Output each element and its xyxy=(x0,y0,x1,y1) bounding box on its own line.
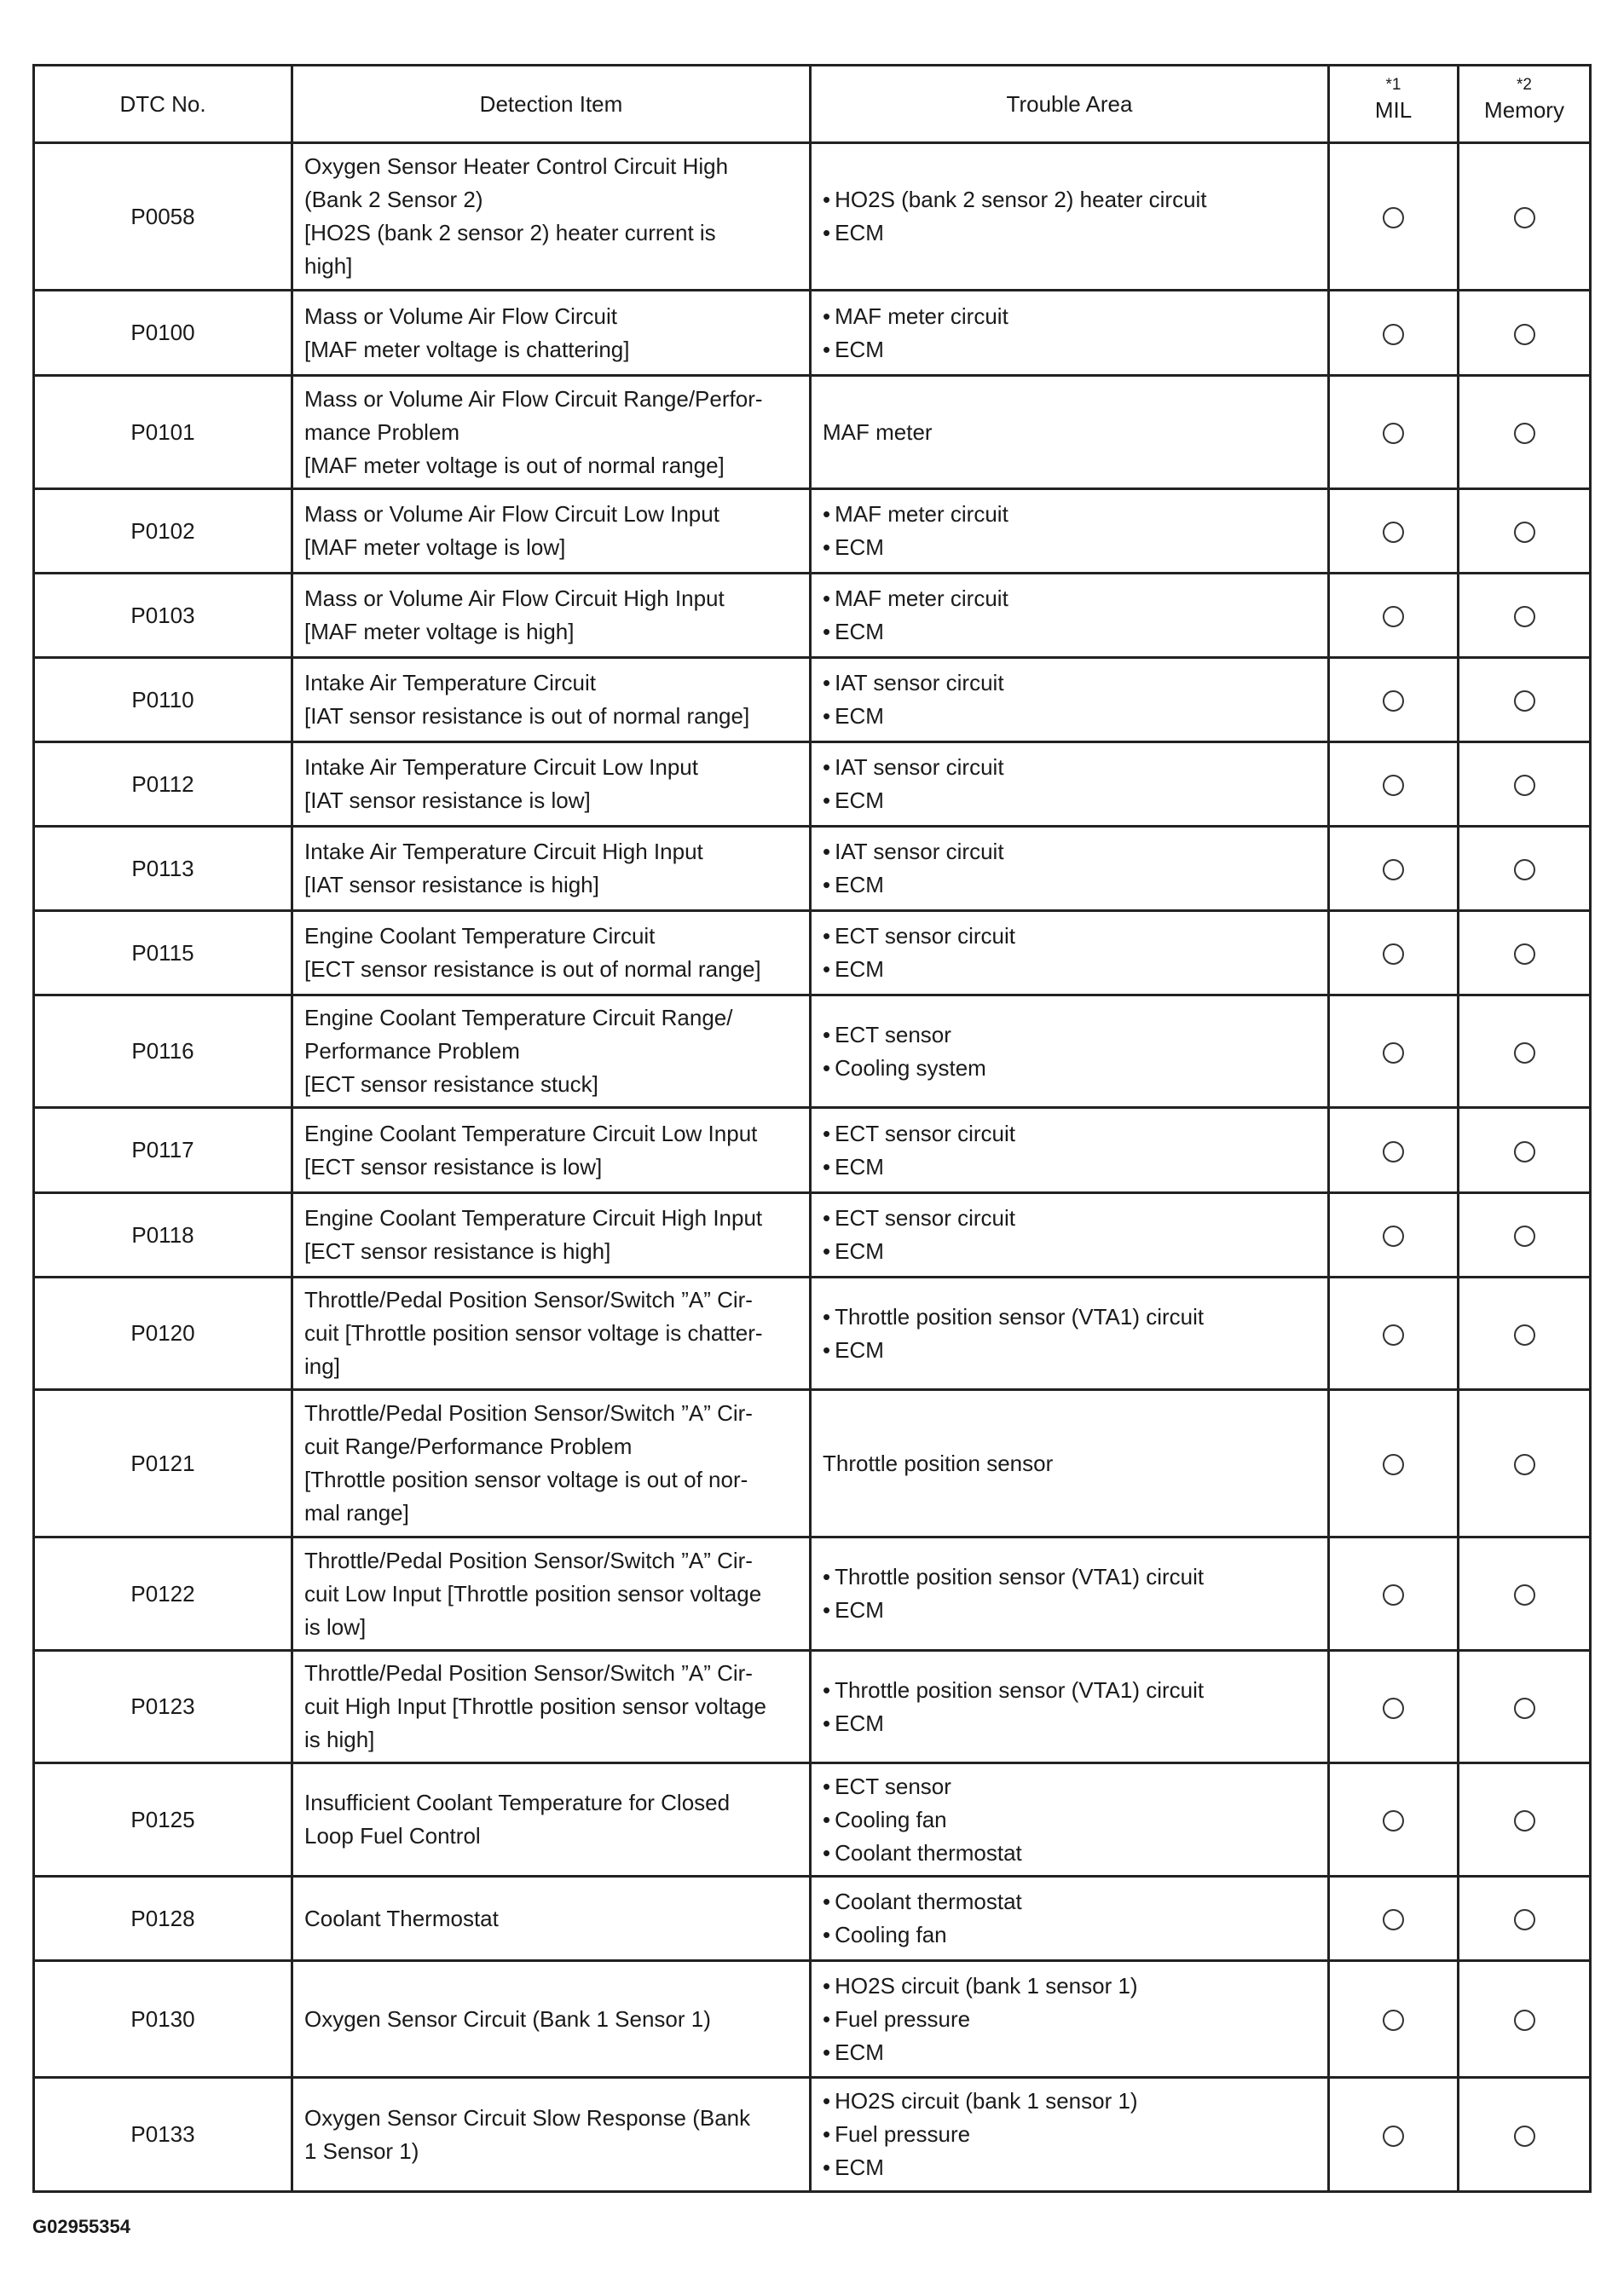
trouble-area-item: • HO2S circuit (bank 1 sensor 1) xyxy=(823,1970,1316,2003)
dtc-code: P0115 xyxy=(34,911,292,995)
trouble-area-item: • Cooling fan xyxy=(823,1918,1316,1952)
memory-circle-icon xyxy=(1514,1698,1535,1719)
detection-line: is low] xyxy=(304,1613,367,1640)
memory-circle-icon xyxy=(1514,1584,1535,1606)
memory-label: Memory xyxy=(1484,97,1564,123)
mil-label: MIL xyxy=(1374,97,1413,123)
detection-line: high] xyxy=(304,253,353,279)
memory-circle-icon xyxy=(1514,690,1535,712)
mil-circle-icon xyxy=(1383,943,1404,965)
mil-cell xyxy=(1329,489,1459,574)
table-row xyxy=(34,1193,1591,1278)
mil-circle-icon xyxy=(1383,1324,1404,1346)
mil-circle-icon xyxy=(1383,1698,1404,1719)
detection-item xyxy=(292,1763,811,1877)
detection-line: mance Problem xyxy=(304,418,460,445)
detection-line: Oxygen Sensor Circuit (Bank 1 Sensor 1) xyxy=(304,2005,711,2032)
mil-cell xyxy=(1329,1961,1459,2078)
memory-cell xyxy=(1459,1193,1591,1278)
table-row xyxy=(34,291,1591,376)
memory-circle-icon xyxy=(1514,1042,1535,1064)
trouble-area xyxy=(811,574,1329,658)
trouble-area-item: • Throttle position sensor (VTA1) circuit xyxy=(823,1560,1316,1594)
table-row xyxy=(34,1278,1591,1390)
detection-line: Mass or Volume Air Flow Circuit Low Input xyxy=(304,501,719,527)
dtc-code: P0100 xyxy=(34,291,292,376)
table-row xyxy=(34,1877,1591,1961)
memory-cell xyxy=(1459,376,1591,489)
dtc-code: P0102 xyxy=(34,489,292,574)
trouble-area-item: • HO2S (bank 2 sensor 2) heater circuit xyxy=(823,183,1316,216)
trouble-area-item: • ECM xyxy=(823,2151,1316,2184)
mil-circle-icon xyxy=(1383,324,1404,345)
detection-item xyxy=(292,376,811,489)
table-row xyxy=(34,1961,1591,2078)
trouble-area-item: • MAF meter circuit xyxy=(823,300,1316,333)
trouble-area xyxy=(811,827,1329,911)
mil-circle-icon xyxy=(1383,2010,1404,2031)
detection-line: Engine Coolant Temperature Circuit Low Input xyxy=(304,1120,758,1146)
trouble-area-item: • Fuel pressure xyxy=(823,2003,1316,2036)
dtc-code: P0122 xyxy=(34,1537,292,1651)
trouble-area-item: MAF meter xyxy=(823,418,933,445)
memory-circle-icon xyxy=(1514,1909,1535,1930)
trouble-area-item: • ECM xyxy=(823,615,1316,649)
dtc-code: P0117 xyxy=(34,1108,292,1193)
mil-cell xyxy=(1329,1763,1459,1877)
memory-circle-icon xyxy=(1514,423,1535,444)
dtc-code: P0130 xyxy=(34,1961,292,2078)
memory-cell xyxy=(1459,827,1591,911)
memory-cell xyxy=(1459,291,1591,376)
dtc-code: P0125 xyxy=(34,1763,292,1877)
detection-item xyxy=(292,291,811,376)
dtc-code: P0116 xyxy=(34,995,292,1108)
trouble-area xyxy=(811,1108,1329,1193)
memory-cell xyxy=(1459,2078,1591,2192)
trouble-area-item: • IAT sensor circuit xyxy=(823,835,1316,868)
memory-cell xyxy=(1459,1537,1591,1651)
memory-cell xyxy=(1459,1763,1591,1877)
mil-footnote-marker: *1 xyxy=(1385,76,1401,94)
trouble-area-item: • ECM xyxy=(823,531,1316,564)
table-row xyxy=(34,574,1591,658)
mil-circle-icon xyxy=(1383,207,1404,228)
mil-cell xyxy=(1329,1877,1459,1961)
mil-cell xyxy=(1329,1651,1459,1763)
trouble-area-item: • ECT sensor xyxy=(823,1018,1316,1052)
detection-line: cuit [Throttle position sensor voltage is chatter- xyxy=(304,1320,763,1346)
detection-item xyxy=(292,911,811,995)
trouble-area-item: • ECM xyxy=(823,953,1316,986)
table-row xyxy=(34,742,1591,827)
detection-line: (Bank 2 Sensor 2) xyxy=(304,187,483,212)
detection-line: Throttle/Pedal Position Sensor/Switch ”A” Cir- xyxy=(304,1660,753,1686)
memory-cell xyxy=(1459,1278,1591,1390)
mil-cell xyxy=(1329,1278,1459,1390)
memory-circle-icon xyxy=(1514,1226,1535,1247)
table-row xyxy=(34,143,1591,291)
table-row xyxy=(34,2078,1591,2192)
mil-circle-icon xyxy=(1383,1584,1404,1606)
memory-cell xyxy=(1459,742,1591,827)
trouble-area-item: • IAT sensor circuit xyxy=(823,666,1316,700)
mil-cell xyxy=(1329,1193,1459,1278)
trouble-area-item: • MAF meter circuit xyxy=(823,498,1316,531)
mil-cell xyxy=(1329,1108,1459,1193)
memory-circle-icon xyxy=(1514,1141,1535,1162)
mil-circle-icon xyxy=(1383,1226,1404,1247)
trouble-area-item: • ECM xyxy=(823,1594,1316,1627)
table-row xyxy=(34,911,1591,995)
trouble-area-item: • ECT sensor circuit xyxy=(823,1202,1316,1235)
detection-line: Engine Coolant Temperature Circuit Range/ xyxy=(304,1005,733,1030)
memory-circle-icon xyxy=(1514,943,1535,965)
detection-line: cuit Range/Performance Problem xyxy=(304,1434,633,1459)
detection-item xyxy=(292,1278,811,1390)
trouble-area-item: • Fuel pressure xyxy=(823,2118,1316,2151)
trouble-area-item: • Cooling system xyxy=(823,1052,1316,1085)
trouble-area xyxy=(811,376,1329,489)
mil-circle-icon xyxy=(1383,859,1404,880)
detection-line: Oxygen Sensor Circuit Slow Response (Bank xyxy=(304,2104,751,2131)
mil-cell xyxy=(1329,911,1459,995)
dtc-code: P0058 xyxy=(34,143,292,291)
detection-line: Mass or Volume Air Flow Circuit High Input xyxy=(304,586,725,611)
detection-line: Engine Coolant Temperature Circuit High Input xyxy=(304,1205,763,1231)
detection-line: Throttle/Pedal Position Sensor/Switch ”A” Cir- xyxy=(304,1547,753,1573)
detection-item xyxy=(292,143,811,291)
dtc-code: P0101 xyxy=(34,376,292,489)
dtc-code: P0123 xyxy=(34,1651,292,1763)
mil-circle-icon xyxy=(1383,1909,1404,1930)
detection-line: 1 Sensor 1) xyxy=(304,2137,419,2164)
detection-line: [ECT sensor resistance is low] xyxy=(304,1153,603,1180)
mil-cell xyxy=(1329,291,1459,376)
detection-line: Performance Problem xyxy=(304,1038,520,1064)
trouble-area xyxy=(811,658,1329,742)
detection-line: Insufficient Coolant Temperature for Closed xyxy=(304,1790,731,1815)
trouble-area-item: • Throttle position sensor (VTA1) circuit xyxy=(823,1674,1316,1707)
dtc-table xyxy=(32,64,1592,2193)
mil-circle-icon xyxy=(1383,775,1404,796)
trouble-area xyxy=(811,911,1329,995)
dtc-code: P0120 xyxy=(34,1278,292,1390)
detection-line: [MAF meter voltage is low] xyxy=(304,534,566,560)
memory-cell xyxy=(1459,574,1591,658)
trouble-area-item: • Coolant thermostat xyxy=(823,1885,1316,1918)
trouble-area xyxy=(811,1651,1329,1763)
header-mil xyxy=(1329,66,1459,143)
detection-line: [IAT sensor resistance is high] xyxy=(304,872,599,897)
table-row xyxy=(34,1651,1591,1763)
detection-line: [IAT sensor resistance is out of normal range] xyxy=(304,703,750,729)
dtc-code: P0113 xyxy=(34,827,292,911)
trouble-area xyxy=(811,291,1329,376)
table-row xyxy=(34,827,1591,911)
memory-cell xyxy=(1459,658,1591,742)
dtc-code: P0133 xyxy=(34,2078,292,2192)
memory-cell xyxy=(1459,995,1591,1108)
detection-item xyxy=(292,1108,811,1193)
header-dtc: DTC No. xyxy=(34,66,292,143)
dtc-code: P0103 xyxy=(34,574,292,658)
mil-circle-icon xyxy=(1383,2126,1404,2147)
detection-line: [HO2S (bank 2 sensor 2) heater current is xyxy=(304,220,716,245)
trouble-area-item: • ECM xyxy=(823,784,1316,817)
trouble-area-item: Throttle position sensor xyxy=(823,1450,1054,1476)
trouble-area xyxy=(811,742,1329,827)
mil-circle-icon xyxy=(1383,1141,1404,1162)
mil-circle-icon xyxy=(1383,1454,1404,1475)
table-row xyxy=(34,995,1591,1108)
dtc-code: P0118 xyxy=(34,1193,292,1278)
trouble-area xyxy=(811,1537,1329,1651)
memory-circle-icon xyxy=(1514,775,1535,796)
mil-cell xyxy=(1329,1537,1459,1651)
trouble-area-item: • ECM xyxy=(823,216,1316,250)
detection-item xyxy=(292,742,811,827)
mil-circle-icon xyxy=(1383,1810,1404,1832)
memory-cell xyxy=(1459,143,1591,291)
detection-item xyxy=(292,658,811,742)
detection-item xyxy=(292,1193,811,1278)
detection-line: Throttle/Pedal Position Sensor/Switch ”A” Cir- xyxy=(304,1287,753,1312)
mil-cell xyxy=(1329,995,1459,1108)
detection-item xyxy=(292,2078,811,2192)
trouble-area-item: • MAF meter circuit xyxy=(823,582,1316,615)
trouble-area-item: • ECM xyxy=(823,1235,1316,1268)
mil-circle-icon xyxy=(1383,690,1404,712)
memory-circle-icon xyxy=(1514,1810,1535,1832)
mil-cell xyxy=(1329,574,1459,658)
memory-cell xyxy=(1459,1390,1591,1537)
detection-line: [ECT sensor resistance is high] xyxy=(304,1238,611,1264)
detection-item xyxy=(292,1390,811,1537)
memory-cell xyxy=(1459,1877,1591,1961)
detection-line: Coolant Thermostat xyxy=(304,1905,499,1931)
detection-line: cuit High Input [Throttle position sensor voltage xyxy=(304,1693,766,1719)
memory-cell xyxy=(1459,1108,1591,1193)
trouble-area-item: • Cooling fan xyxy=(823,1803,1316,1837)
memory-circle-icon xyxy=(1514,606,1535,627)
table-row xyxy=(34,1390,1591,1537)
memory-cell xyxy=(1459,1961,1591,2078)
trouble-area-item: • Coolant thermostat xyxy=(823,1837,1316,1870)
mil-cell xyxy=(1329,742,1459,827)
table-row xyxy=(34,376,1591,489)
image-id: G02955354 xyxy=(32,2216,130,2237)
table-row xyxy=(34,658,1591,742)
detection-line: mal range] xyxy=(304,1500,409,1526)
detection-item xyxy=(292,995,811,1108)
mil-circle-icon xyxy=(1383,1042,1404,1064)
trouble-area xyxy=(811,1278,1329,1390)
detection-line: ing] xyxy=(304,1353,340,1379)
detection-item xyxy=(292,1961,811,2078)
trouble-area-item: • ECM xyxy=(823,700,1316,733)
trouble-area-item: • ECT sensor circuit xyxy=(823,920,1316,953)
memory-footnote-marker: *2 xyxy=(1517,76,1532,94)
detection-item xyxy=(292,489,811,574)
memory-circle-icon xyxy=(1514,1324,1535,1346)
memory-circle-icon xyxy=(1514,324,1535,345)
mil-cell xyxy=(1329,376,1459,489)
detection-line: Throttle/Pedal Position Sensor/Switch ”A” Cir- xyxy=(304,1400,753,1426)
dtc-code: P0110 xyxy=(34,658,292,742)
detection-line: Intake Air Temperature Circuit High Input xyxy=(304,839,703,864)
detection-line: Mass or Volume Air Flow Circuit xyxy=(304,303,617,329)
mil-cell xyxy=(1329,658,1459,742)
memory-cell xyxy=(1459,489,1591,574)
table-row xyxy=(34,1108,1591,1193)
memory-circle-icon xyxy=(1514,522,1535,543)
header-row xyxy=(34,66,1591,143)
trouble-area-item: • HO2S circuit (bank 1 sensor 1) xyxy=(823,2085,1316,2118)
mil-cell xyxy=(1329,143,1459,291)
trouble-area xyxy=(811,143,1329,291)
detection-line: is high] xyxy=(304,1727,375,1752)
mil-cell xyxy=(1329,1390,1459,1537)
memory-cell xyxy=(1459,1651,1591,1763)
detection-item xyxy=(292,1877,811,1961)
trouble-area-item: • ECT sensor circuit xyxy=(823,1117,1316,1151)
detection-line: [Throttle position sensor voltage is out of nor- xyxy=(304,1467,748,1492)
trouble-area-item: • ECM xyxy=(823,868,1316,902)
detection-item xyxy=(292,827,811,911)
trouble-area-item: • Throttle position sensor (VTA1) circuit xyxy=(823,1301,1316,1334)
trouble-area-item: • IAT sensor circuit xyxy=(823,751,1316,784)
memory-circle-icon xyxy=(1514,2010,1535,2031)
header-memory xyxy=(1459,66,1591,143)
dtc-code: P0112 xyxy=(34,742,292,827)
detection-line: Mass or Volume Air Flow Circuit Range/Perfor- xyxy=(304,385,763,412)
detection-item xyxy=(292,574,811,658)
detection-line: Loop Fuel Control xyxy=(304,1823,481,1849)
memory-circle-icon xyxy=(1514,2126,1535,2147)
detection-line: [ECT sensor resistance is out of normal range] xyxy=(304,956,761,982)
trouble-area xyxy=(811,995,1329,1108)
trouble-area xyxy=(811,1193,1329,1278)
trouble-area xyxy=(811,2078,1329,2192)
trouble-area xyxy=(811,1961,1329,2078)
table-row xyxy=(34,1537,1591,1651)
detection-line: Engine Coolant Temperature Circuit xyxy=(304,923,656,949)
mil-circle-icon xyxy=(1383,606,1404,627)
dtc-code: P0128 xyxy=(34,1877,292,1961)
mil-cell xyxy=(1329,2078,1459,2192)
table-row xyxy=(34,1763,1591,1877)
memory-cell xyxy=(1459,911,1591,995)
trouble-area xyxy=(811,1763,1329,1877)
table-row xyxy=(34,489,1591,574)
detection-line: [MAF meter voltage is high] xyxy=(304,619,575,644)
detection-line: [MAF meter voltage is chattering] xyxy=(304,336,630,362)
memory-circle-icon xyxy=(1514,1454,1535,1475)
detection-line: Intake Air Temperature Circuit xyxy=(304,670,596,695)
header-trouble-area: Trouble Area xyxy=(811,66,1329,143)
detection-line: cuit Low Input [Throttle position sensor voltage xyxy=(304,1580,762,1607)
memory-circle-icon xyxy=(1514,859,1535,880)
trouble-area-item: • ECM xyxy=(823,333,1316,366)
mil-cell xyxy=(1329,827,1459,911)
detection-line: [MAF meter voltage is out of normal range] xyxy=(304,452,725,478)
header-detection-item: Detection Item xyxy=(292,66,811,143)
mil-circle-icon xyxy=(1383,423,1404,444)
detection-item xyxy=(292,1537,811,1651)
dtc-table-body xyxy=(34,143,1591,2192)
trouble-area-item: • ECM xyxy=(823,1707,1316,1740)
trouble-area xyxy=(811,489,1329,574)
detection-item xyxy=(292,1651,811,1763)
detection-line: [ECT sensor resistance stuck] xyxy=(304,1071,598,1097)
trouble-area xyxy=(811,1877,1329,1961)
trouble-area xyxy=(811,1390,1329,1537)
detection-line: [IAT sensor resistance is low] xyxy=(304,787,591,813)
trouble-area-item: • ECT sensor xyxy=(823,1770,1316,1803)
trouble-area-item: • ECM xyxy=(823,2036,1316,2069)
detection-line: Intake Air Temperature Circuit Low Input xyxy=(304,754,698,780)
trouble-area-item: • ECM xyxy=(823,1151,1316,1184)
trouble-area-item: • ECM xyxy=(823,1334,1316,1367)
dtc-code: P0121 xyxy=(34,1390,292,1537)
memory-circle-icon xyxy=(1514,207,1535,228)
detection-line: Oxygen Sensor Heater Control Circuit High xyxy=(304,153,729,179)
mil-circle-icon xyxy=(1383,522,1404,543)
